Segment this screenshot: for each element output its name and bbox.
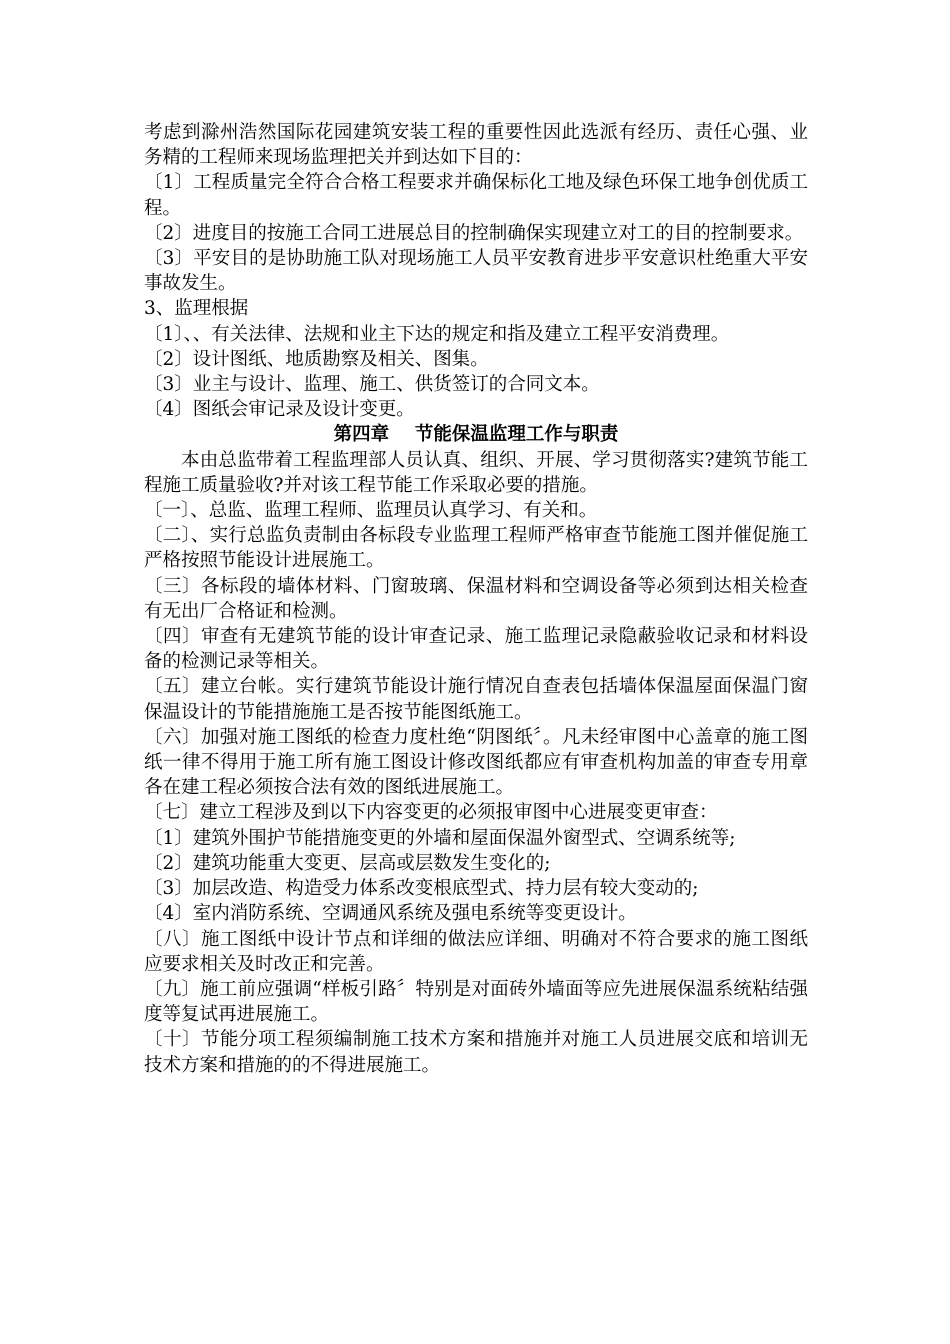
list-item-duty-10: 〔十〕节能分项工程须编制施工技术方案和措施并对施工人员进展交底和培训无技术方案和措施的的不得进展施工。 [144,1029,808,1076]
list-item-duty-4: 〔四〕审查有无建筑节能的设计审查记录、施工监理记录隐蔽验收记录和材料设备的检测记录等相关。 [144,626,808,673]
list-item-change-2: 〔2〕建筑功能重大变更、层高或层数发生变化的; [144,852,551,874]
section-heading-basis: 3、监理根据 [144,298,249,320]
paragraph-safety-goal: 〔3〕平安目的是协助施工队对现场施工人员平安教育进步平安意识杜绝重大平安事故发生。 [144,248,808,295]
list-item-duty-2: 〔二〕、实行总监负责制由各标段专业监理工程师严格审查节能施工图并催促施工严格按照节能设计进展施工。 [144,525,808,572]
paragraph-schedule-goal: 〔2〕进度目的按施工合同工进展总目的控制确保实现建立对工的目的控制要求。 [144,222,804,244]
list-item-duty-6: 〔六〕加强对施工图纸的检查力度杜绝“阴图纸〞。凡未经审图中心盖章的施工图纸一律不得用于施工所有施工图设计修改图纸都应有审查机构加盖的审查专用章各在建工程必须按合法有效的图纸进展施工。 [144,726,808,799]
list-item-change-1: 〔1〕建筑外围护节能措施变更的外墙和屋面保温外窗型式、空调系统等; [144,827,736,849]
list-item-change-3: 〔3〕加层改造、构造受力体系改变根底型式、持力层有较大变动的; [144,878,699,900]
list-item-duty-9: 〔九〕施工前应强调“样板引路〞特别是对面砖外墙面等应先进展保温系统粘结强度等复试再进展施工。 [144,978,808,1026]
list-item-basis-3: 〔3〕业主与设计、监理、施工、供货签订的合同文本。 [144,374,600,396]
list-item-duty-7: 〔七〕建立工程涉及到以下内容变更的必须报审图中心进展变更审查： [144,802,718,824]
list-item-change-4: 〔4〕室内消防系统、空调通风系统及强电系统等变更设计。 [144,903,637,925]
list-item-duty-8: 〔八〕施工图纸中设计节点和详细的做法应详细、明确对不符合要求的施工图纸应要求相关及时改正和完善。 [144,928,808,975]
document-page [144,120,808,1078]
list-item-duty-1: 〔一〕、总监、监理工程师、监理员认真学习、有关和。 [144,500,598,522]
list-item-basis-4: 〔4〕图纸会审记录及设计变更。 [144,399,415,421]
paragraph-purpose-intro: 考虑到滁州浩然国际花园建筑安装工程的重要性因此选派有经历、责任心强、业务精的工程师来现场监理把关并到达如下目的： [144,122,808,169]
paragraph-chapter-intro: 本由总监带着工程监理部人员认真、组织、开展、学习贯彻落实?建筑节能工程施工质量验收?并对该工程节能工作采取必要的措施。 [144,449,808,496]
paragraph-quality-goal: 〔1〕工程质量完全符合合格工程要求并确保标化工地及绿色环保工地争创优质工程。 [144,172,808,219]
list-item-basis-1: 〔1〕、、有关法律、法规和业主下达的规定和指及建立工程平安消费理。 [144,323,730,345]
list-item-duty-3: 〔三〕各标段的墙体材料、门窗玻璃、保温材料和空调设备等必须到达相关检查有无出厂合格证和检测。 [144,575,808,622]
chapter-heading: 第四章 节能保温监理工作与职责 [333,424,619,446]
list-item-duty-5: 〔五〕建立台帐。实行建筑节能设计施行情况自查表包括墙体保温屋面保温门窗保温设计的节能措施施工是否按节能图纸施工。 [144,676,808,723]
list-item-basis-2: 〔2〕设计图纸、地质勘察及相关、图集。 [144,348,489,370]
